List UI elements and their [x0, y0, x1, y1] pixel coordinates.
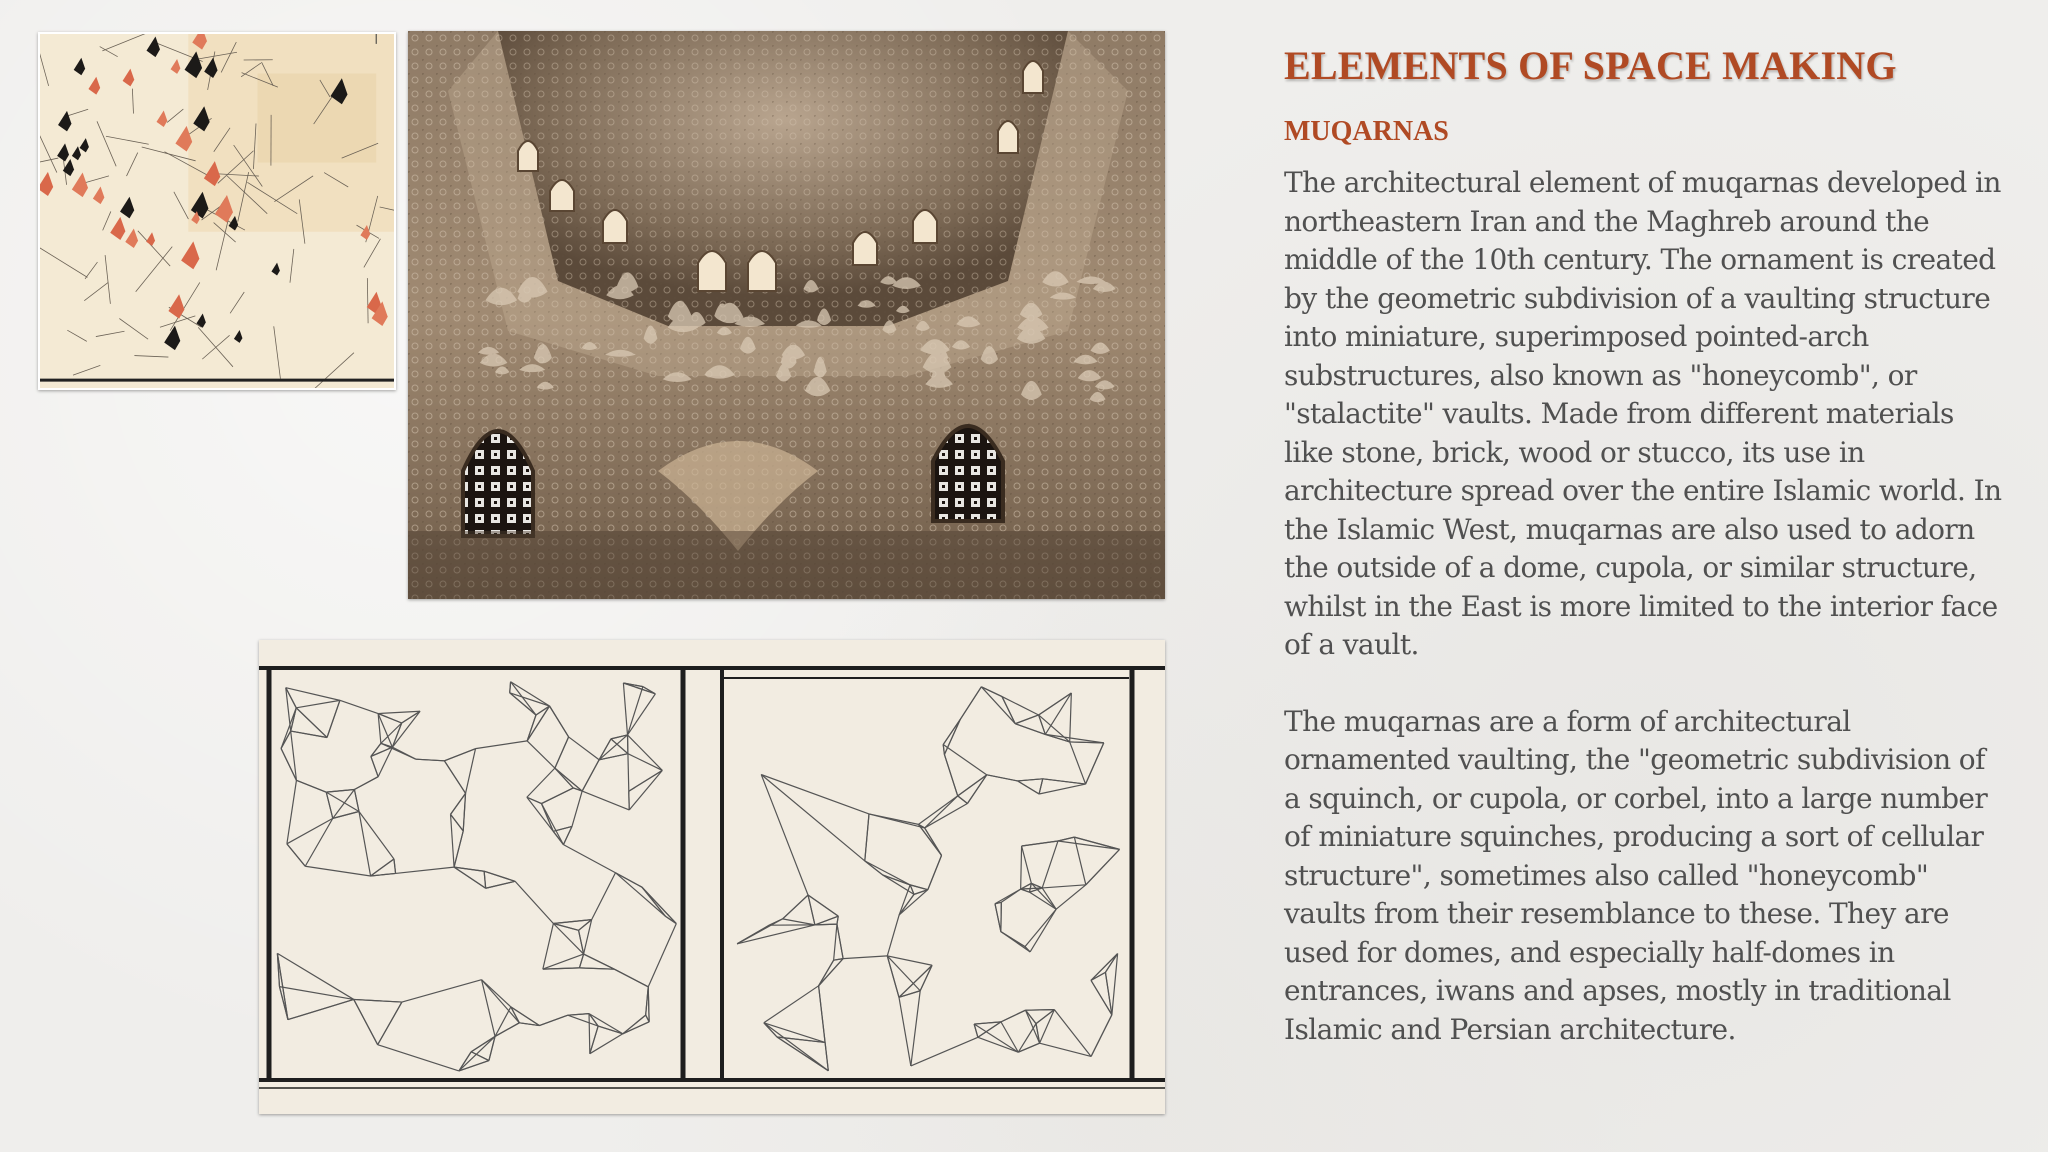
muqarnas-pattern-image: [38, 32, 396, 390]
muqarnas-dome-photo-icon: [408, 31, 1165, 599]
text-column: [1284, 38, 2004, 1049]
body-paragraph-1: The architectural element of muqarnas developed in northeastern Iran and the Maghreb around the middle of the 10th century. The ornament is created by the geometric subdivision of a vaulting structure into miniature, superimposed pointed-arch substructures, also known as "honeycomb", or "stalactite" vaults. Made from different materials like stone, brick, wood or stucco, its use in architecture spread over the entire Islamic world. In the Islamic West, muqarnas are also used to adorn the outside of a dome, cupola, or similar structure, whilst in the East is more limited to the interior face of a vault.: [1284, 166, 2002, 661]
muqarnas-plan-drawings-icon: [259, 640, 1165, 1114]
slide-title: ELEMENTS OF SPACE MAKING: [1284, 43, 1897, 88]
section-heading: MUQARNAS: [1284, 116, 1449, 147]
muqarnas-plan-drawings: [259, 640, 1165, 1114]
muqarnas-pattern-drawing-icon: [40, 34, 394, 388]
muqarnas-dome-photo: [408, 31, 1165, 599]
body-paragraph-2: The muqarnas are a form of architectural ornamented vaulting, the "geometric subdivision of a squinch, or cupola, or corbel, into a large number of miniature squinches, producing a sort of cellular structure", sometimes also called "honeycomb" vaults from their resemblance to these. They are used for domes, and especially half-domes in entrances, iwans and apses, mostly in traditional Islamic and Persian architecture.: [1284, 704, 1988, 1046]
